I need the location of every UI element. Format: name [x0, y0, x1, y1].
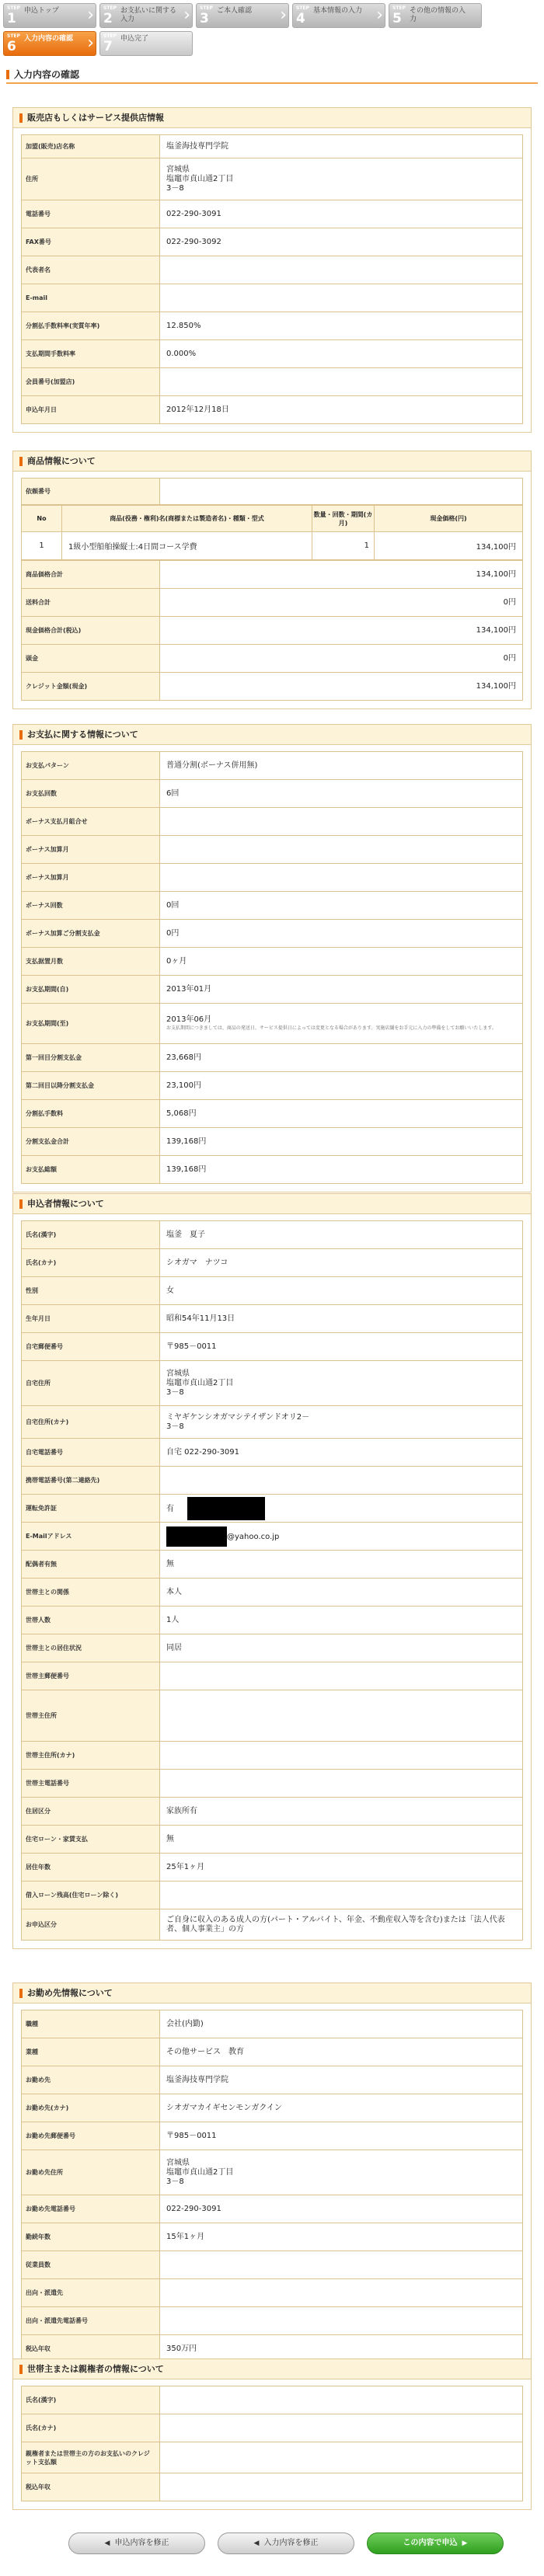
employer-address-value	[160, 2150, 523, 2195]
field-label: E-Mailアドレス	[22, 1523, 160, 1551]
field-label: 世帯主との居住状況	[22, 1634, 160, 1662]
employee-count-value	[160, 2251, 523, 2279]
field-label: 現金価格合計(税込)	[22, 617, 160, 645]
gender-value: 女	[160, 1277, 523, 1305]
bonus-month-1-value	[160, 836, 523, 864]
step-6	[3, 31, 96, 56]
address-kana-line-1: ミヤギケンシオガマシテイザンドオリ2－	[166, 1412, 310, 1422]
residence-years-value: 25年1ヶ月	[160, 1854, 523, 1882]
home-address-value	[160, 1361, 523, 1406]
store-info-section	[12, 107, 532, 433]
shipping-total-value: 0円	[160, 589, 523, 617]
store-fax-value: 022-290-3092	[160, 228, 523, 256]
applicant-name-value: 塩釜 夏子	[160, 1221, 523, 1249]
installment-fee-value: 5,068円	[160, 1100, 523, 1128]
step-4-number: 4	[296, 11, 305, 26]
back-arrow-icon: ◀	[253, 2539, 260, 2547]
edit-input-button[interactable]	[218, 2532, 354, 2554]
field-label: 住所	[22, 158, 160, 200]
field-label: FAX番号	[22, 228, 160, 256]
tenure-value: 15年1ヶ月	[160, 2223, 523, 2251]
field-label: ボーナス回数	[22, 892, 160, 920]
employer-name-value: 塩釜海技専門学院	[160, 2066, 523, 2094]
field-label: 代表者名	[22, 256, 160, 284]
field-label: 自宅電話番号	[22, 1439, 160, 1467]
employer-info-table	[21, 2010, 523, 2363]
household-phone-value	[160, 1770, 523, 1798]
deferral-rate-value: 0.000%	[160, 340, 523, 368]
representative-value	[160, 256, 523, 284]
birthdate-value: 昭和54年11月13日	[160, 1305, 523, 1333]
address-block: 3－8	[166, 2177, 184, 2186]
down-payment-value: 0円	[160, 645, 523, 673]
field-label: 氏名(カナ)	[22, 1249, 160, 1277]
edit-input-label: 入力内容を修正	[263, 2539, 319, 2547]
address-block: 3－8	[166, 183, 184, 193]
address-city: 塩竈市貞山通2丁目	[166, 174, 234, 183]
field-label: 携帯電話番号(第二連絡先)	[22, 1467, 160, 1495]
redaction-block	[166, 1526, 227, 1547]
field-label: クレジット金額(現金)	[22, 673, 160, 701]
address-kana-line-2: 3－8	[166, 1422, 184, 1431]
bonus-count-value: 0回	[160, 892, 523, 920]
col-cash-price: 現金価格(円)	[375, 506, 523, 532]
field-label: 世帯主電話番号	[22, 1770, 160, 1798]
field-label: 世帯主住所(カナ)	[22, 1742, 160, 1770]
back-arrow-icon: ◀	[104, 2539, 110, 2547]
field-label: 頭金	[22, 645, 160, 673]
installment-total-value: 139,168円	[160, 1128, 523, 1156]
cash-total-value: 134,100円	[160, 617, 523, 645]
step-6-tag: STEP	[7, 33, 20, 39]
field-label: お支払期間(自)	[22, 976, 160, 1004]
household-relation-value: 本人	[160, 1579, 523, 1607]
field-label: 世帯主住所	[22, 1690, 160, 1742]
field-label: 生年月日	[22, 1305, 160, 1333]
store-info-table	[21, 134, 523, 424]
col-no: No	[22, 506, 62, 532]
apr-value: 12.850%	[160, 312, 523, 340]
applicant-info-title: 申込者情報について	[13, 1194, 531, 1214]
step-3-number: 3	[200, 11, 209, 26]
field-label: 世帯人数	[22, 1607, 160, 1634]
step-2-number: 2	[103, 11, 113, 26]
field-label: 出向・派遣先	[22, 2279, 160, 2307]
payment-pattern-value: 普通分割(ボーナス併用無)	[160, 752, 523, 780]
email-cell	[160, 1523, 523, 1551]
field-label: 勤続年数	[22, 2223, 160, 2251]
applicant-info-section	[12, 1193, 532, 1949]
field-label: 職種	[22, 2010, 160, 2038]
household-head-section	[12, 2358, 532, 2510]
application-type-value: ご自身に収入のある成人の方(パート・アルバイト、年金、不動産収入等を含む)または「法人代表者、個人事業主」の方	[160, 1909, 523, 1941]
field-label: 分割払手数料	[22, 1100, 160, 1128]
field-label: 第一回目分割支払金	[22, 1044, 160, 1072]
household-address-value	[160, 1690, 523, 1742]
cohabitation-value: 同居	[160, 1634, 523, 1662]
item-no: 1	[22, 532, 62, 560]
step-5-number: 5	[392, 11, 402, 26]
field-label: 第二回目以降分割支払金	[22, 1072, 160, 1100]
installment-count-value: 6回	[160, 780, 523, 808]
head-credit-value	[160, 2442, 523, 2473]
bonus-installment-value: 0円	[160, 920, 523, 948]
field-label: 税込年収	[22, 2335, 160, 2363]
subsequent-installment-value: 23,100円	[160, 1072, 523, 1100]
store-phone-value: 022-290-3091	[160, 200, 523, 228]
product-total-value: 134,100円	[160, 561, 523, 589]
license-value: 有	[166, 1504, 174, 1513]
product-info-section	[12, 451, 532, 709]
field-label: お勤め先住所	[22, 2150, 160, 2195]
dispatch-phone-value	[160, 2307, 523, 2335]
step-3[interactable]	[196, 3, 289, 28]
step-5-label: その他の情報の入力	[410, 7, 466, 23]
col-quantity: 数量・回数・期間(カ月)	[312, 506, 375, 532]
field-label: E-mail	[22, 284, 160, 312]
field-label: 自宅住所(カナ)	[22, 1406, 160, 1439]
field-label: お支払パターン	[22, 752, 160, 780]
rent-payment-value: 無	[160, 1826, 523, 1854]
field-label: 加盟(販売)店名称	[22, 135, 160, 158]
item-name: 1級小型船舶操縦士:4日間コース学費	[62, 532, 312, 560]
dispatch-value	[160, 2279, 523, 2307]
field-label: 借入ローン残高(住宅ローン除く)	[22, 1882, 160, 1909]
field-label: 性別	[22, 1277, 160, 1305]
field-label: 申込年月日	[22, 396, 160, 424]
field-label: 住居区分	[22, 1798, 160, 1826]
field-label: お勤め先(カナ)	[22, 2094, 160, 2122]
item-price: 134,100円	[375, 532, 523, 560]
field-label: 送料合計	[22, 589, 160, 617]
address-prefecture: 宮城県	[166, 165, 190, 174]
field-label: 分割払手数料率(実質年率)	[22, 312, 160, 340]
job-type-value: 会社(内勤)	[160, 2010, 523, 2038]
field-label: 自宅郵便番号	[22, 1333, 160, 1361]
step-arrow-icon: ›	[87, 5, 94, 25]
field-label: 氏名(漢字)	[22, 1221, 160, 1249]
member-number-value	[160, 368, 523, 396]
step-7-tag: STEP	[103, 33, 117, 39]
submit-button[interactable]	[367, 2532, 504, 2554]
step-6-label: 入力内容の確認	[24, 35, 74, 43]
field-label: 税込年収	[22, 2473, 160, 2501]
field-label: 親権者または世帯主の方のお支払いのクレジット支払額	[22, 2442, 160, 2473]
step-arrow-icon: ›	[280, 5, 287, 25]
license-cell	[160, 1495, 523, 1523]
home-phone-value: 自宅 022-290-3091	[160, 1439, 523, 1467]
step-2-label: お支払いに関する入力	[120, 7, 177, 23]
step-7	[99, 31, 193, 56]
field-label: 業種	[22, 2038, 160, 2066]
address-city: 塩竈市貞山通2丁目	[166, 2167, 234, 2177]
field-label: 会員番号(加盟店)	[22, 368, 160, 396]
edit-application-button[interactable]	[68, 2532, 205, 2554]
step-1[interactable]	[3, 3, 96, 28]
step-5-tag: STEP	[392, 5, 406, 11]
store-info-title: 販売店もしくはサービス提供店情報	[13, 108, 531, 128]
bonus-month-2-value	[160, 864, 523, 892]
forward-arrow-icon: ▶	[462, 2539, 468, 2547]
first-installment-value: 23,668円	[160, 1044, 523, 1072]
field-label: 世帯主との関係	[22, 1579, 160, 1607]
field-label: ボーナス加算月	[22, 864, 160, 892]
step-1-tag: STEP	[7, 5, 20, 11]
applicant-kana-value: シオガマ ナツコ	[160, 1249, 523, 1277]
period-to-cell	[160, 1004, 523, 1044]
redaction-block	[187, 1497, 265, 1520]
period-to-value: 2013年06月	[166, 1015, 212, 1024]
employer-kana-value: シオガマカイギセンモンガクイン	[160, 2094, 523, 2122]
step-7-number: 7	[103, 39, 113, 54]
home-postal-value: 〒985－0011	[160, 1333, 523, 1361]
field-label: お勤め先郵便番号	[22, 2122, 160, 2150]
product-info-title: 商品情報について	[13, 451, 531, 472]
employer-postal-value: 〒985－0011	[160, 2122, 523, 2150]
field-label: 氏名(カナ)	[22, 2414, 160, 2442]
field-label: 氏名(漢字)	[22, 2386, 160, 2414]
step-arrow-icon: ›	[183, 5, 190, 25]
step-4[interactable]	[292, 3, 385, 28]
step-3-tag: STEP	[200, 5, 213, 11]
household-address-kana-value	[160, 1742, 523, 1770]
field-label: お支払期間(至)	[22, 1004, 160, 1044]
home-address-kana-value	[160, 1406, 523, 1439]
bonus-month-combo-value	[160, 808, 523, 836]
field-label: 自宅住所	[22, 1361, 160, 1406]
field-label: 出向・派遣先電話番号	[22, 2307, 160, 2335]
head-income-value	[160, 2473, 523, 2501]
order-number-value	[160, 479, 523, 505]
field-label: 世帯主郵便番号	[22, 1662, 160, 1690]
store-name-value: 塩釜海技専門学院	[160, 135, 523, 158]
application-date-value: 2012年12月18日	[160, 396, 523, 424]
step-3-label: ご本人確認	[217, 7, 253, 15]
step-arrow-icon: ›	[376, 5, 383, 25]
industry-value: その他サービス 教育	[160, 2038, 523, 2066]
household-head-table	[21, 2386, 523, 2501]
payment-total-value: 139,168円	[160, 1156, 523, 1184]
mobile-phone-value	[160, 1467, 523, 1495]
period-from-value: 2013年01月	[160, 976, 523, 1004]
step-1-number: 1	[7, 11, 16, 26]
step-2[interactable]	[99, 3, 193, 28]
spouse-value: 無	[160, 1551, 523, 1579]
loan-balance-value	[160, 1882, 523, 1909]
col-product-name: 商品(役務・権利)名(商標または製造者名)・種類・型式	[62, 506, 312, 532]
step-2-tag: STEP	[103, 5, 117, 11]
field-label: ボーナス支払月組合せ	[22, 808, 160, 836]
product-table	[21, 505, 523, 560]
field-label: 依頼番号	[22, 479, 160, 505]
address-city: 塩竈市貞山通2丁目	[166, 1378, 234, 1387]
field-label: お勤め先電話番号	[22, 2195, 160, 2223]
head-name-value	[160, 2386, 523, 2414]
household-size-value: 1人	[160, 1607, 523, 1634]
step-4-tag: STEP	[296, 5, 309, 11]
step-4-label: 基本情報の入力	[313, 7, 363, 15]
employer-info-title: お勤め先情報について	[13, 1983, 531, 2003]
head-kana-value	[160, 2414, 523, 2442]
credit-amount-value: 134,100円	[160, 673, 523, 701]
item-quantity: 1	[312, 532, 375, 560]
price-summary-table	[21, 560, 523, 701]
employer-info-section	[12, 1982, 532, 2372]
household-postal-value	[160, 1662, 523, 1690]
store-email-value	[160, 284, 523, 312]
address-block: 3－8	[166, 1387, 184, 1397]
field-label: お勤め先	[22, 2066, 160, 2094]
address-prefecture: 宮城県	[166, 2158, 190, 2167]
submit-label: この内容で申込	[403, 2539, 458, 2547]
field-label: 電話番号	[22, 200, 160, 228]
step-arrow-icon: ›	[87, 33, 94, 53]
field-label: 住宅ローン・家賃支払	[22, 1826, 160, 1854]
annual-income-value: 350万円	[160, 2335, 523, 2363]
employer-phone-value: 022-290-3091	[160, 2195, 523, 2223]
store-address-value	[160, 158, 523, 200]
field-label: お支払回数	[22, 780, 160, 808]
field-label: 居住年数	[22, 1854, 160, 1882]
field-label: 分割支払金合計	[22, 1128, 160, 1156]
step-6-number: 6	[7, 39, 16, 54]
applicant-info-table	[21, 1220, 523, 1941]
payment-info-section	[12, 724, 532, 1192]
step-5[interactable]	[389, 3, 482, 28]
order-number-table	[21, 478, 523, 505]
field-label: ボーナス加算月	[22, 836, 160, 864]
payment-info-table	[21, 751, 523, 1184]
step-1-label: 申込トップ	[24, 7, 59, 15]
field-label: ボーナス加算ご分割支払金	[22, 920, 160, 948]
payment-info-title: お支払に関する情報について	[13, 725, 531, 745]
period-note: お支払期間につきましては、商品の発送日、サービス提供日によっては変更となる場合があります。実施店舗をお手元に入力の準備をしてお願いいたします。	[166, 1025, 497, 1031]
edit-application-label: 申込内容を修正	[114, 2539, 169, 2547]
field-label: 運転免許証	[22, 1495, 160, 1523]
field-label: お申込区分	[22, 1909, 160, 1941]
step-navigation	[3, 3, 541, 57]
page-title: 入力内容の確認	[6, 67, 538, 84]
address-prefecture: 宮城県	[166, 1369, 190, 1378]
field-label: 配偶者有無	[22, 1551, 160, 1579]
residence-type-value: 家族所有	[160, 1798, 523, 1826]
email-domain-value: @yahoo.co.jp	[227, 1532, 280, 1541]
deferral-months-value: 0ヶ月	[160, 948, 523, 976]
field-label: 支払期間手数料率	[22, 340, 160, 368]
field-label: 従業員数	[22, 2251, 160, 2279]
field-label: 商品価格合計	[22, 561, 160, 589]
field-label: お支払総額	[22, 1156, 160, 1184]
household-head-title: 世帯主または親権者の情報について	[13, 2359, 531, 2379]
step-7-label: 申込完了	[120, 35, 149, 43]
field-label: 支払据置月数	[22, 948, 160, 976]
